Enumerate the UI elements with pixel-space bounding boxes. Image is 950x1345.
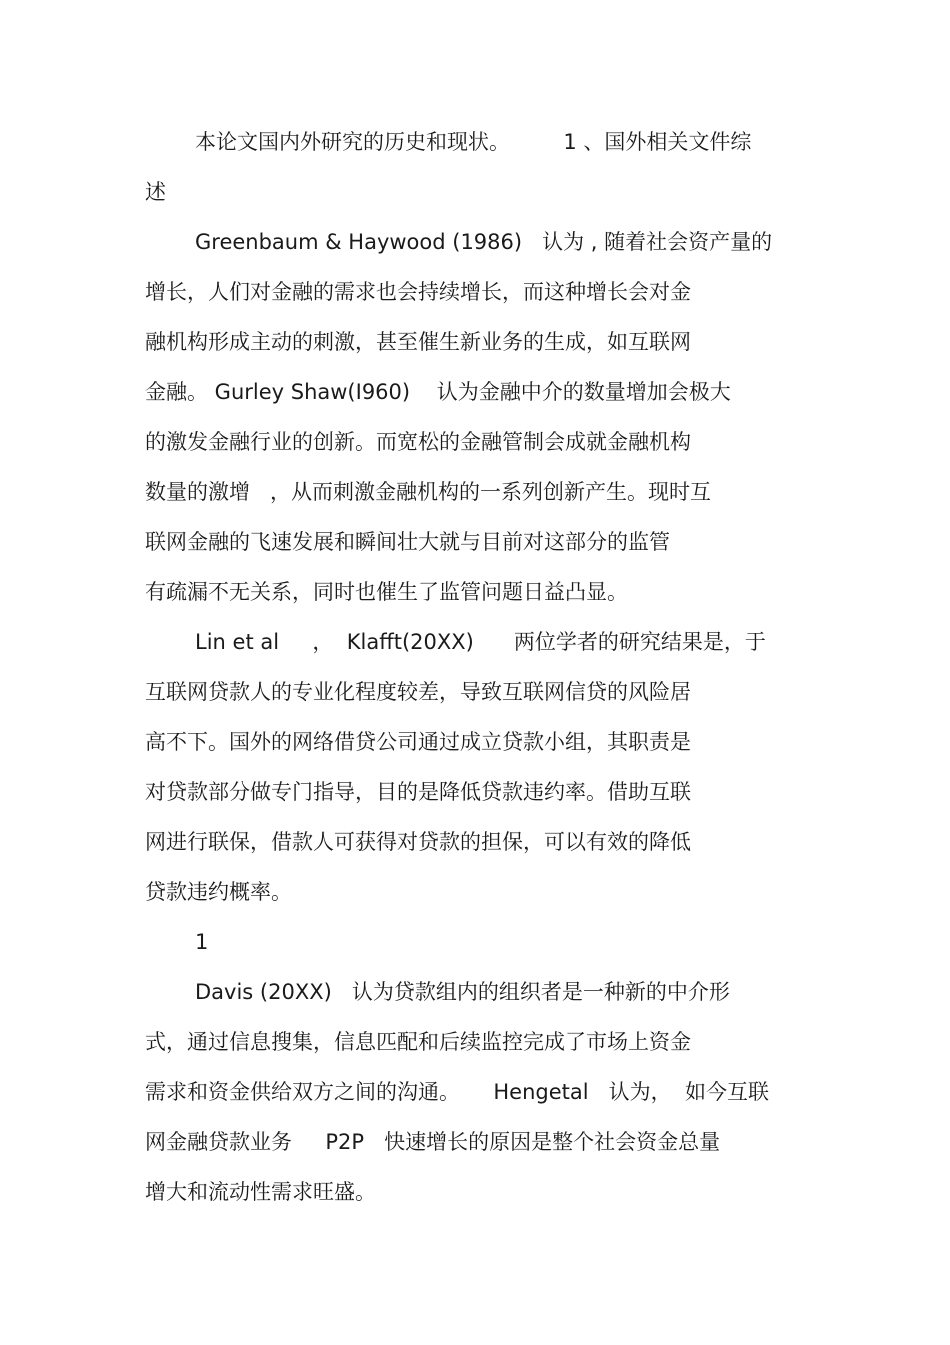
text-line: 网进行联保，借款人可获得对贷款的担保，可以有效的降低 [145,830,691,854]
text-line: 数量的激增 ，从而刺激金融机构的一系列创新产生。现时互 [145,480,712,504]
text-line: 需求和资金供给双方之间的沟通。 Hengetal 认为， 如今互联 [145,1080,769,1104]
page-number: 1 [195,930,209,954]
text-line: 的激发金融行业的创新。而宽松的金融管制会成就金融机构 [145,430,691,454]
text-line: Davis (20XX) 认为贷款组内的组织者是一种新的中介形 [195,980,730,1004]
text-line: 高不下。国外的网络借贷公司通过成立贷款小组，其职责是 [145,730,691,754]
text-line: Lin et al ， Klafft(20XX) 两位学者的研究结果是，于 [195,630,766,654]
text-line: 融机构形成主动的刺激，甚至催生新业务的生成，如互联网 [145,330,691,354]
text-line: 增长，人们对金融的需求也会持续增长，而这种增长会对金 [145,280,691,304]
text-line: 本论文国内外研究的历史和现状。 1 、国外相关文件综 [195,130,752,154]
text-line: Greenbaum & Haywood (1986) 认为 , 随着社会资产量的 [195,230,773,254]
text-line: 式，通过信息搜集，信息匹配和后续监控完成了市场上资金 [145,1030,691,1054]
text-line: 互联网贷款人的专业化程度较差，导致互联网信贷的风险居 [145,680,691,704]
text-line: 联网金融的飞速发展和瞬间壮大就与目前对这部分的监管 [145,530,670,554]
text-line: 金融。 Gurley Shaw(I960) 认为金融中介的数量增加会极大 [145,380,731,404]
text-line: 贷款违约概率。 [145,880,292,904]
text-line: 网金融贷款业务 P2P 快速增长的原因是整个社会资金总量 [145,1130,721,1154]
text-line: 对贷款部分做专门指导，目的是降低贷款违约率。借助互联 [145,780,691,804]
text-line: 有疏漏不无关系，同时也催生了监管问题日益凸显。 [145,580,628,604]
text-line: 增大和流动性需求旺盛。 [145,1180,376,1204]
text-line: 述 [145,180,166,204]
